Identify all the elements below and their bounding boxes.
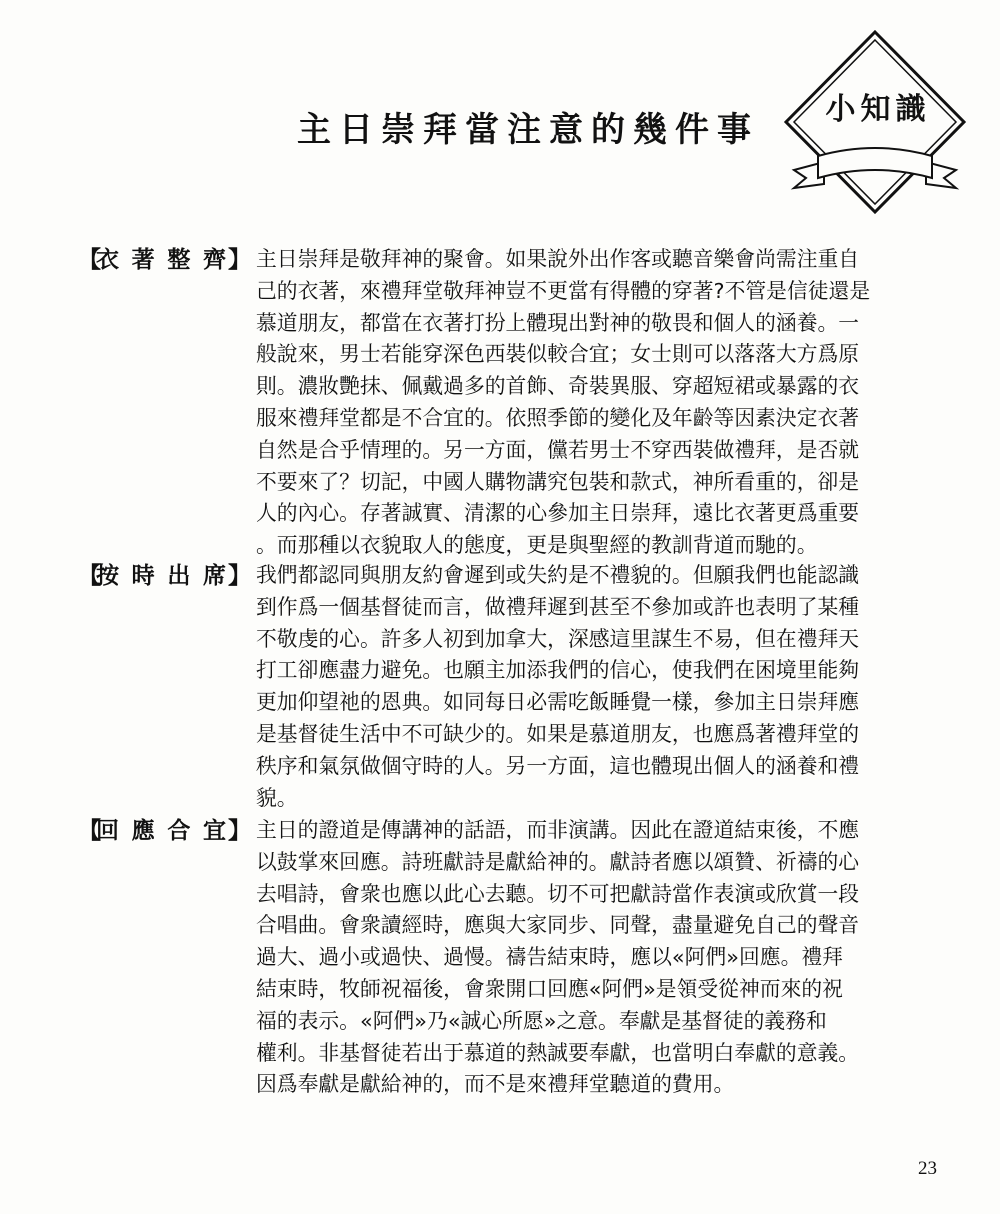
section-label: 回應合宜 xyxy=(96,817,228,844)
body-line: 福的表示。«阿們»乃«誠心所愿»之意。奉獻是基督徒的義務和 xyxy=(256,1008,827,1033)
badge-label: 小知識 xyxy=(825,92,931,127)
body-line: 合唱曲。會衆讀經時，應與大家同步、同聲，盡量避免自己的聲音 xyxy=(256,913,860,938)
body-line: 則。濃妝艷抹、佩戴過多的首飾、奇裝異服、穿超短裙或暴露的衣 xyxy=(256,374,860,399)
bracket-open: 【 xyxy=(78,562,103,589)
body-line: 不敬虔的心。許多人初到加拿大，深感這里謀生不易，但在禮拜天 xyxy=(256,626,860,651)
body-line: 己的衣著，來禮拜堂敬拜神豈不更當有得體的穿著?不管是信徒還是 xyxy=(256,278,871,303)
section-body xyxy=(256,244,928,562)
section-label: 按時出席 xyxy=(96,562,228,589)
body-line: 權利。非基督徒若出于慕道的熱誠要奉獻，也當明白奉獻的意義。 xyxy=(256,1040,860,1065)
body-line: 以鼓掌來回應。詩班獻詩是獻給神的。獻詩者應以頌贊、祈禱的心 xyxy=(256,849,860,874)
body-line: 自然是合乎情理的。另一方面，儻若男士不穿西裝做禮拜，是否就 xyxy=(256,437,860,462)
section-label: 衣著整齊 xyxy=(96,246,228,273)
body-line: 更加仰望祂的恩典。如同每日必需吃飯睡覺一樣，參加主日崇拜應 xyxy=(256,690,860,715)
body-line: 秩序和氣氛做個守時的人。另一方面，這也體現出個人的涵養和禮 xyxy=(256,753,860,778)
body-line: 不要來了？切記，中國人購物講究包裝和款式，神所看重的，卻是 xyxy=(256,469,860,494)
body-line: 般說來，男士若能穿深色西裝似較合宜；女士則可以落落大方爲原 xyxy=(256,342,860,367)
section-heading xyxy=(78,815,254,847)
body-line: 過大、過小或過快、過慢。禱告結束時，應以«阿們»回應。禮拜 xyxy=(256,945,843,970)
body-line: 主日的證道是傳講神的話語，而非演講。因此在證道結束後，不應 xyxy=(256,818,860,842)
section-heading xyxy=(78,560,254,592)
section-body xyxy=(256,560,928,814)
bracket-open: 【 xyxy=(78,246,103,273)
body-line: 結束時，牧師祝福後，會衆開口回應«阿們»是領受從神而來的祝 xyxy=(256,976,843,1001)
body-line: 慕道朋友，都當在衣著打扮上體現出對神的敬畏和個人的涵養。一 xyxy=(256,310,860,335)
bracket-close: 】 xyxy=(228,562,253,589)
body-line: 我們都認同與朋友約會遲到或失約是不禮貌的。但願我們也能認識 xyxy=(256,563,860,587)
body-line: 打工卻應盡力避免。也願主加添我們的信心，使我們在困境里能夠 xyxy=(256,658,860,683)
body-line: 。而那種以衣貌取人的態度，更是與聖經的教訓背道而馳的。 xyxy=(256,533,818,558)
body-line: 是基督徒生活中不可缺少的。如果是慕道朋友，也應爲著禮拜堂的 xyxy=(256,721,860,746)
section-heading xyxy=(78,244,254,276)
body-line: 主日崇拜是敬拜神的聚會。如果說外出作客或聽音樂會尚需注重自 xyxy=(256,247,860,271)
body-line: 去唱詩，會衆也應以此心去聽。切不可把獻詩當作表演或欣賞一段 xyxy=(256,881,860,906)
bracket-close: 】 xyxy=(228,817,253,844)
page-title: 主日崇拜當注意的幾件事 xyxy=(297,110,759,150)
body-line: 貌。 xyxy=(256,785,298,810)
bracket-close: 】 xyxy=(228,246,253,273)
bracket-open: 【 xyxy=(78,817,103,844)
body-line: 服來禮拜堂都是不合宜的。依照季節的變化及年齡等因素決定衣著 xyxy=(256,405,860,430)
page-number: 23 xyxy=(918,1158,937,1179)
body-line: 人的內心。存著誠實、清潔的心參加主日崇拜，遠比衣著更爲重要 xyxy=(256,501,860,526)
body-line: 因爲奉獻是獻給神的，而不是來禮拜堂聽道的費用。 xyxy=(256,1072,735,1097)
body-line: 到作爲一個基督徒而言，做禮拜遲到甚至不參加或許也表明了某種 xyxy=(256,594,860,619)
section-body xyxy=(256,815,928,1101)
